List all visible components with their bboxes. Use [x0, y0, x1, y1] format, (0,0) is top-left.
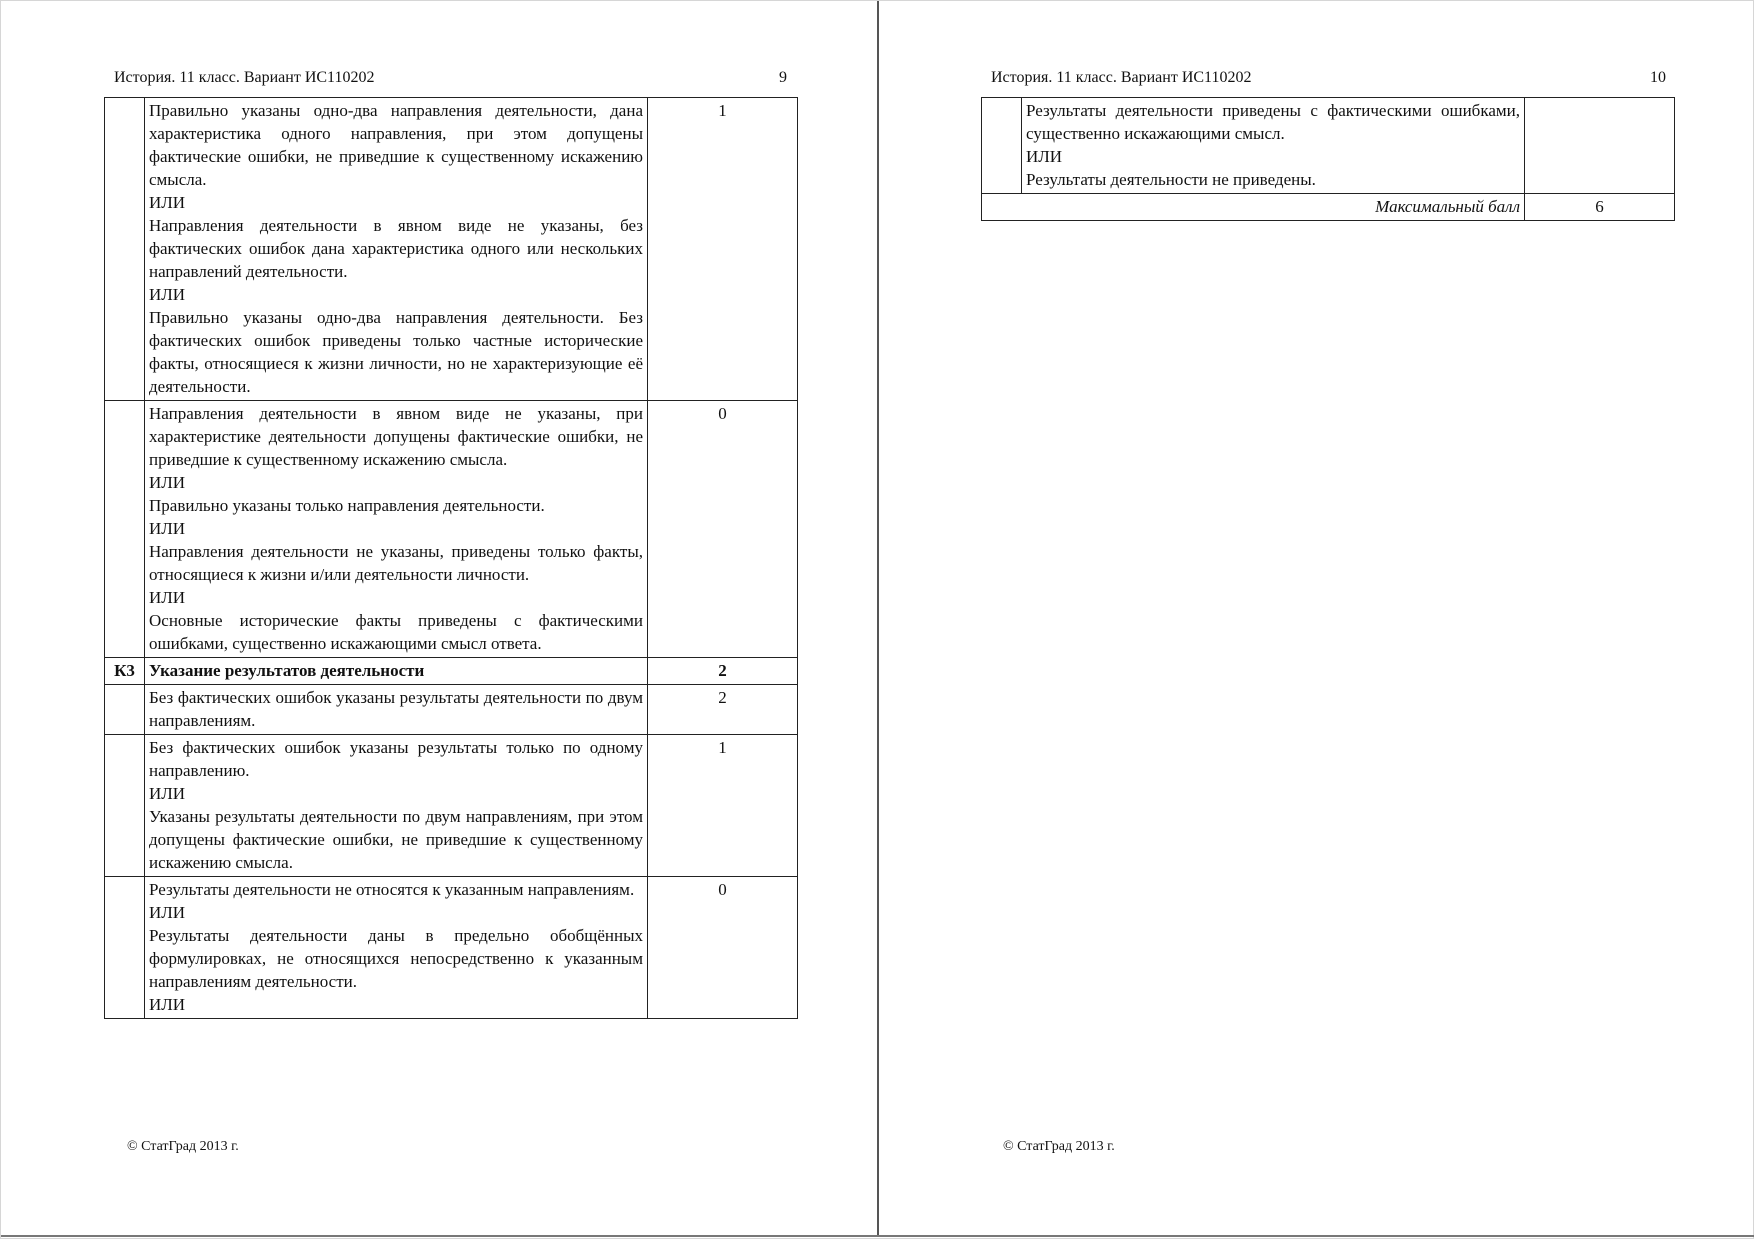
table-row: [105, 685, 798, 735]
or-separator: ИЛИ: [149, 285, 186, 304]
score-cell: 2: [648, 685, 798, 735]
score-cell: 0: [648, 877, 798, 1019]
score-cell: [1525, 98, 1675, 194]
criterion-code: К3: [105, 658, 145, 685]
or-separator: ИЛИ: [149, 193, 186, 212]
max-score-label: Максимальный балл: [982, 194, 1525, 221]
description-paragraph: Правильно указаны только направления деятельности.: [149, 496, 545, 515]
description-paragraph: Указание результатов деятельности: [149, 661, 425, 680]
criterion-code: [105, 98, 145, 401]
description-paragraph: Без фактических ошибок указаны результаты деятельности по двум направлениям.: [149, 688, 643, 730]
score-cell: 1: [648, 98, 798, 401]
description-paragraph: Направления деятельности в явном виде не указаны, без фактических ошибок дана характеристика одного или нескольких направлений деятельности.: [149, 216, 643, 281]
score-cell: 1: [648, 735, 798, 877]
running-header: История. 11 класс. Вариант ИС110202: [991, 69, 1252, 86]
criterion-description: [145, 658, 648, 685]
table-row: [982, 98, 1675, 194]
right-page: [879, 1, 1754, 1240]
criterion-description: [145, 877, 648, 1019]
criteria-table: [104, 97, 798, 1019]
max-score-value: 6: [1525, 194, 1675, 221]
score-cell: 2: [648, 658, 798, 685]
criterion-description: [145, 98, 648, 401]
table-row: [105, 98, 798, 401]
or-separator: ИЛИ: [149, 903, 186, 922]
or-separator: ИЛИ: [149, 784, 186, 803]
description-paragraph: Направления деятельности в явном виде не указаны, при характеристике деятельности допущены фактические ошибки, не приведшие к существенному искажению смысла.: [149, 404, 643, 469]
description-paragraph: Результаты деятельности приведены с фактическими ошибками, существенно искажающими смысл.: [1026, 101, 1520, 143]
criterion-code: [105, 685, 145, 735]
description-paragraph: Правильно указаны одно-два направления деятельности. Без фактических ошибок приведены только частные исторические факты, относящиеся к жизни личности, но не характеризующие её деятельности.: [149, 308, 643, 396]
criterion-code: [105, 877, 145, 1019]
max-score-row: [982, 194, 1675, 221]
description-paragraph: Без фактических ошибок указаны результаты только по одному направлению.: [149, 738, 643, 780]
description-paragraph: Правильно указаны одно-два направления деятельности, дана характеристика одного направления, при этом допущены фактические ошибки, не приведшие к существенному искажению смысла.: [149, 101, 643, 189]
criterion-heading-row: [105, 658, 798, 685]
or-separator: ИЛИ: [149, 473, 186, 492]
description-paragraph: Результаты деятельности не приведены.: [1026, 170, 1316, 189]
running-header: История. 11 класс. Вариант ИС110202: [114, 69, 375, 86]
description-paragraph: Направления деятельности не указаны, приведены только факты, относящиеся к жизни и/или деятельности личности.: [149, 542, 643, 584]
score-cell: 0: [648, 401, 798, 658]
description-paragraph: Указаны результаты деятельности по двум направлениям, при этом допущены фактические ошибки, не приведшие к существенному искажению смысла.: [149, 807, 643, 872]
copyright-footer: © СтатГрад 2013 г.: [1003, 1139, 1115, 1154]
criterion-description: [145, 685, 648, 735]
criterion-code: [982, 98, 1022, 194]
or-separator: ИЛИ: [149, 588, 186, 607]
description-paragraph: Результаты деятельности не относятся к указанным направлениям.: [149, 880, 635, 899]
page-number: 9: [779, 69, 787, 86]
table-row: [105, 877, 798, 1019]
criterion-code: [105, 735, 145, 877]
criteria-table: [981, 97, 1675, 221]
criterion-description: [145, 401, 648, 658]
or-separator: ИЛИ: [1026, 147, 1063, 166]
table-row: [105, 401, 798, 658]
description-paragraph: Результаты деятельности даны в предельно обобщённых формулировках, не относящихся непосредственно к указанным направлениям деятельности.: [149, 926, 643, 991]
table-row: [105, 735, 798, 877]
criterion-description: [1022, 98, 1525, 194]
page-number: 10: [1650, 69, 1666, 86]
or-separator: ИЛИ: [149, 995, 186, 1014]
copyright-footer: © СтатГрад 2013 г.: [127, 1139, 239, 1154]
criterion-description: [145, 735, 648, 877]
criterion-code: [105, 401, 145, 658]
or-separator: ИЛИ: [149, 519, 186, 538]
description-paragraph: Основные исторические факты приведены с фактическими ошибками, существенно искажающими смысл ответа.: [149, 611, 643, 653]
left-page: [1, 1, 877, 1240]
